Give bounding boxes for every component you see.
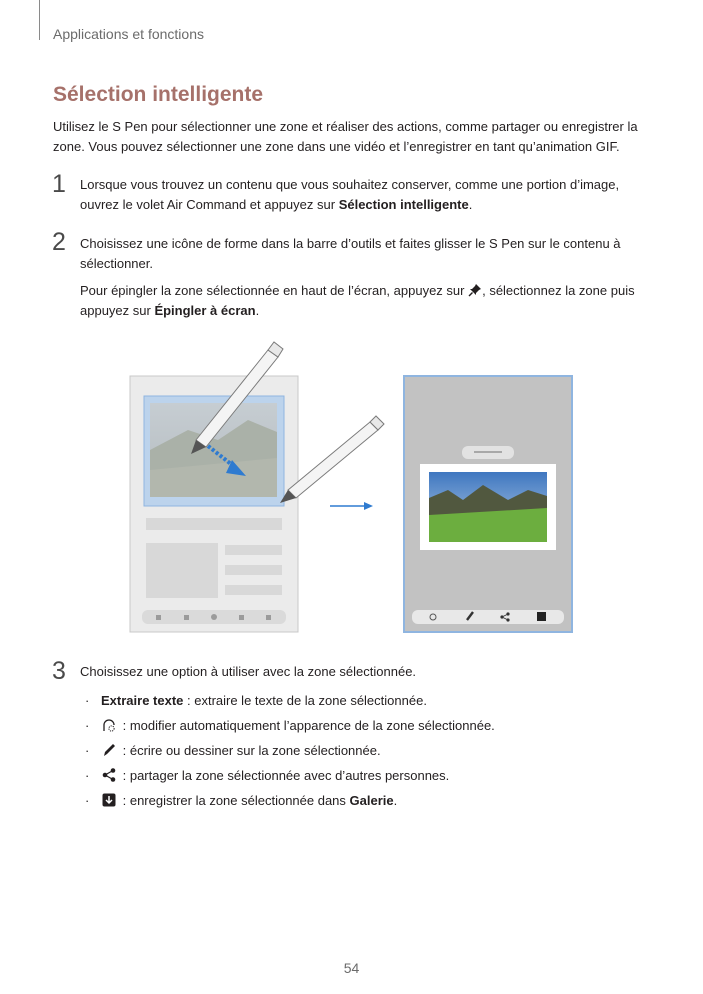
pin-icon — [468, 283, 482, 297]
section-header: Applications et fonctions — [53, 26, 204, 42]
pen-icon — [101, 742, 117, 758]
option-draw: · : écrire ou dessiner sur la zone sélectionnée. — [85, 743, 381, 758]
option-share: · : partager la zone sélectionnée avec d’autres personnes. — [85, 768, 450, 783]
smart-select-illustration — [128, 340, 578, 635]
animation-icon — [101, 717, 117, 733]
page-number: 54 — [343, 960, 360, 976]
option-animation: · : modifier automatiquement l’apparence de la zone sélectionnée. — [85, 718, 495, 733]
share-icon — [101, 767, 117, 783]
step-3-text: Choisissez une option à utiliser avec la zone sélectionnée. — [80, 664, 417, 679]
step-1-text: Lorsque vous trouvez un contenu que vous souhaitez conserver, comme une portion d’image, ouvrez le volet Air Command et appuyez sur Sélection intelligente. — [80, 177, 620, 212]
option-extract-text: · Extraire texte : extraire le texte de la zone sélectionnée. — [85, 693, 427, 708]
step-number-1: 1 — [52, 170, 66, 198]
phone-before — [130, 376, 298, 632]
step-number-3: 3 — [52, 657, 66, 685]
header-rule — [39, 0, 40, 40]
step-2-subtext: Pour épingler la zone sélectionnée en haut de l’écran, appuyez sur , sélectionnez la zone puis appuyez sur Épingler à écran. — [80, 283, 635, 318]
transition-arrow — [330, 502, 373, 510]
save-icon — [101, 792, 117, 808]
intro-paragraph: Utilisez le S Pen pour sélectionner une zone et réaliser des actions, comme partager ou enregistrer la zone. Vous pouvez sélectionner une zone dans une vidéo et l’enregistrer en tant qu’animation GIF. — [53, 119, 638, 154]
step-number-2: 2 — [52, 228, 66, 256]
step-2-text: Choisissez une icône de forme dans la barre d’outils et faites glisser le S Pen sur le contenu à sélectionner. — [80, 236, 621, 271]
option-save: · : enregistrer la zone sélectionnée dans Galerie. — [85, 793, 398, 808]
page-title: Sélection intelligente — [53, 83, 264, 106]
phone-after — [404, 376, 572, 632]
